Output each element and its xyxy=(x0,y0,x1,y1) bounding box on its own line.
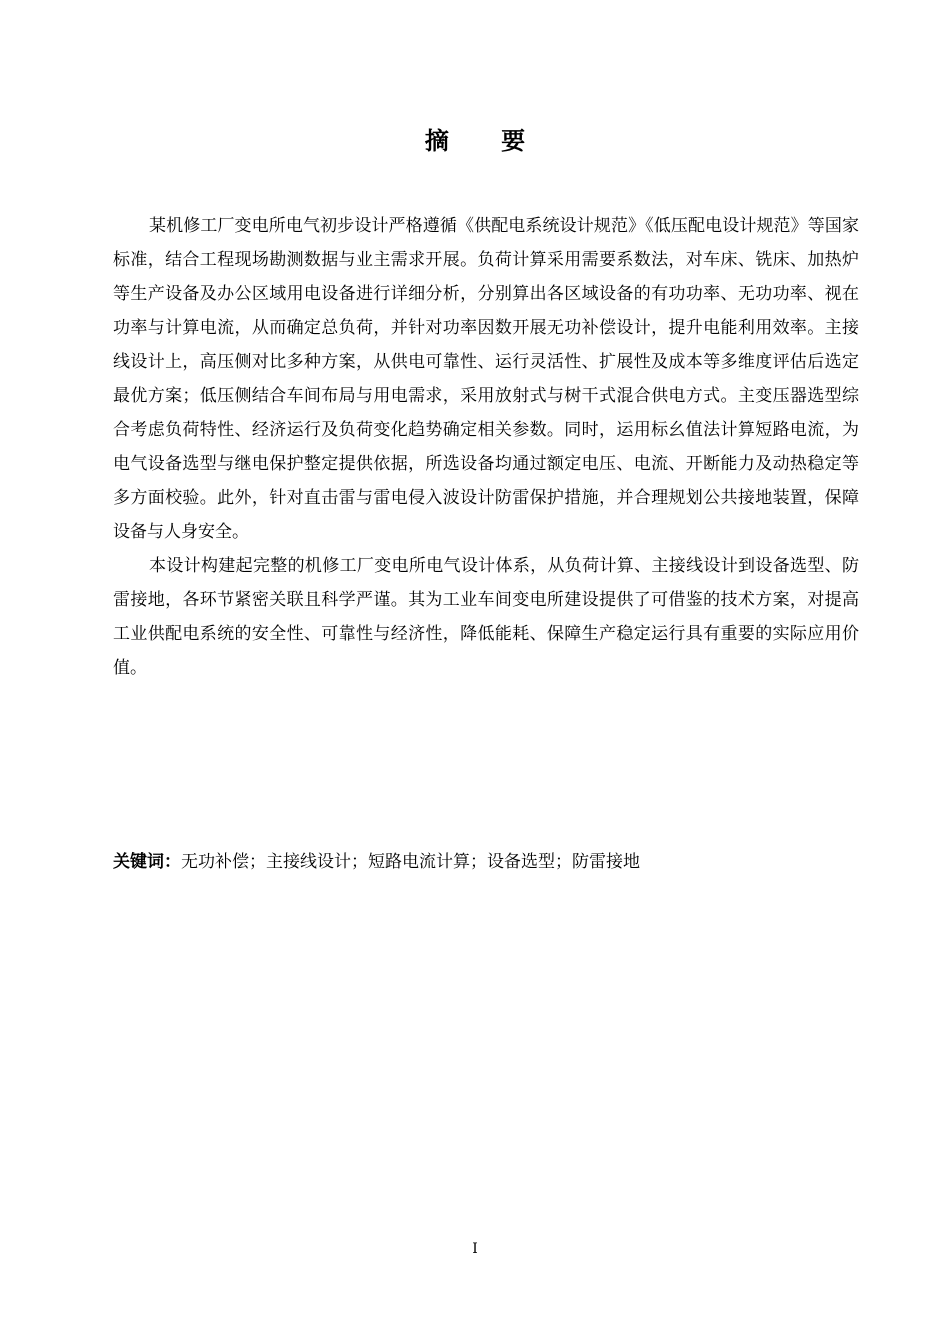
page-number: I xyxy=(472,1241,478,1257)
keywords-label: 关键词： xyxy=(113,852,181,872)
keywords-line xyxy=(113,845,859,879)
abstract-paragraph-1: 某机修工厂变电所电气初步设计严格遵循《供配电系统设计规范》《低压配电设计规范》等国家标准，结合工程现场勘测数据与业主需求开展。负荷计算采用需要系数法，对车床、铣床、加热炉等生产设备及办公区域用电设备进行详细分析，分别算出各区域设备的有功功率、无功功率、视在功率与计算电流，从而确定总负荷，并针对功率因数开展无功补偿设计，提升电能利用效率。主接线设计上，高压侧对比多种方案，从供电可靠性、运行灵活性、扩展性及成本等多维度评估后选定最优方案；低压侧结合车间布局与用电需求，采用放射式与树干式混合供电方式。主变压器选型综合考虑负荷特性、经济运行及负荷变化趋势确定相关参数。同时，运用标幺值法计算短路电流，为电气设备选型与继电保护整定提供依据，所选设备均通过额定电压、电流、开断能力及动热稳定等多方面校验。此外，针对直击雷与雷电侵入波设计防雷保护措施，并合理规划公共接地装置，保障设备与人身安全。 xyxy=(113,216,859,542)
keywords-list: 无功补偿；主接线设计；短路电流计算；设备选型；防雷接地 xyxy=(181,852,640,872)
abstract-body xyxy=(113,209,859,685)
abstract-paragraph-2: 本设计构建起完整的机修工厂变电所电气设计体系，从负荷计算、主接线设计到设备选型、防雷接地，各环节紧密关联且科学严谨。其为工业车间变电所建设提供了可借鉴的技术方案，对提高工业供配电系统的安全性、可靠性与经济性，降低能耗、保障生产稳定运行具有重要的实际应用价值。 xyxy=(113,556,859,678)
page-title: 摘 要 xyxy=(424,126,548,155)
